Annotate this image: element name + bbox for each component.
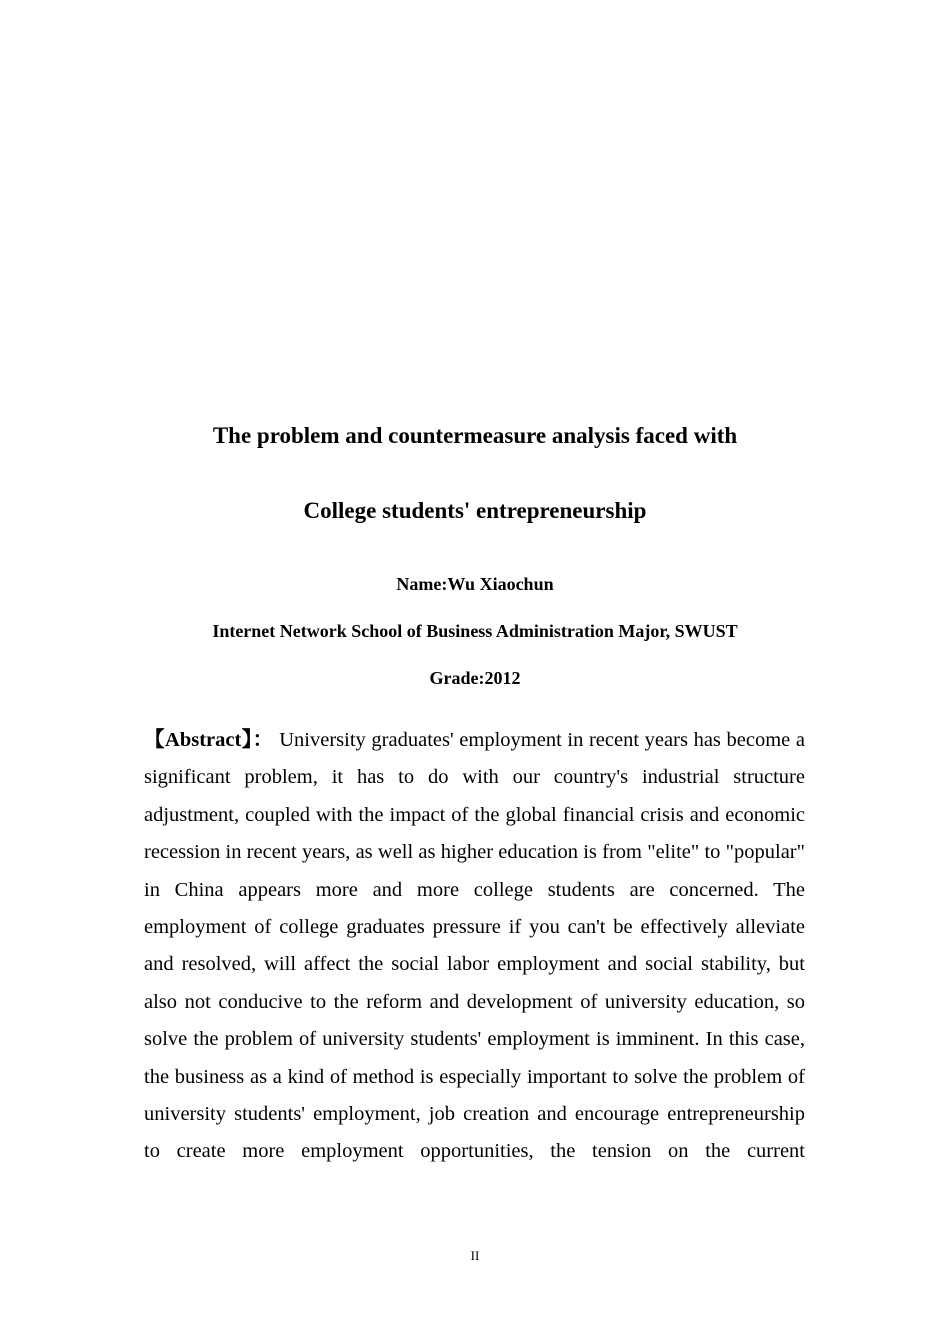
author-affiliation: Internet Network School of Business Administration Major, SWUST (212, 621, 738, 641)
abstract-text: University graduates' employment in recent years has become a significant problem, it has to do with our country's industrial structure adjustment, coupled with the impact of the global financial crisis and economic recession in recent years, as well as higher education is from "elite" to "popular" in China appears more and more college students are concerned. The employment of college graduates pressure if you can't be effectively alleviate and resolved, will affect the social labor employment and social stability, but also not conducive to the reform and development of university education, so solve the problem of university students' employment is imminent. In this case, the business as a kind of method is especially important to solve the problem of university students' employment, job creation and encourage entrepreneurship to create more employment opportunities, the tension on the current (144, 729, 806, 1163)
page-number: II (470, 1248, 480, 1263)
author-name: Name:Wu Xiaochun (396, 574, 554, 594)
abstract-label: 【Abstract】 (144, 729, 253, 751)
author-grade: Grade:2012 (429, 668, 521, 688)
title-line-1: The problem and countermeasure analysis faced with (212, 423, 738, 448)
abstract-paragraph (144, 722, 805, 1171)
title-line-2: College students' entrepreneurship (303, 498, 647, 523)
abstract-colon: ： (252, 729, 274, 751)
